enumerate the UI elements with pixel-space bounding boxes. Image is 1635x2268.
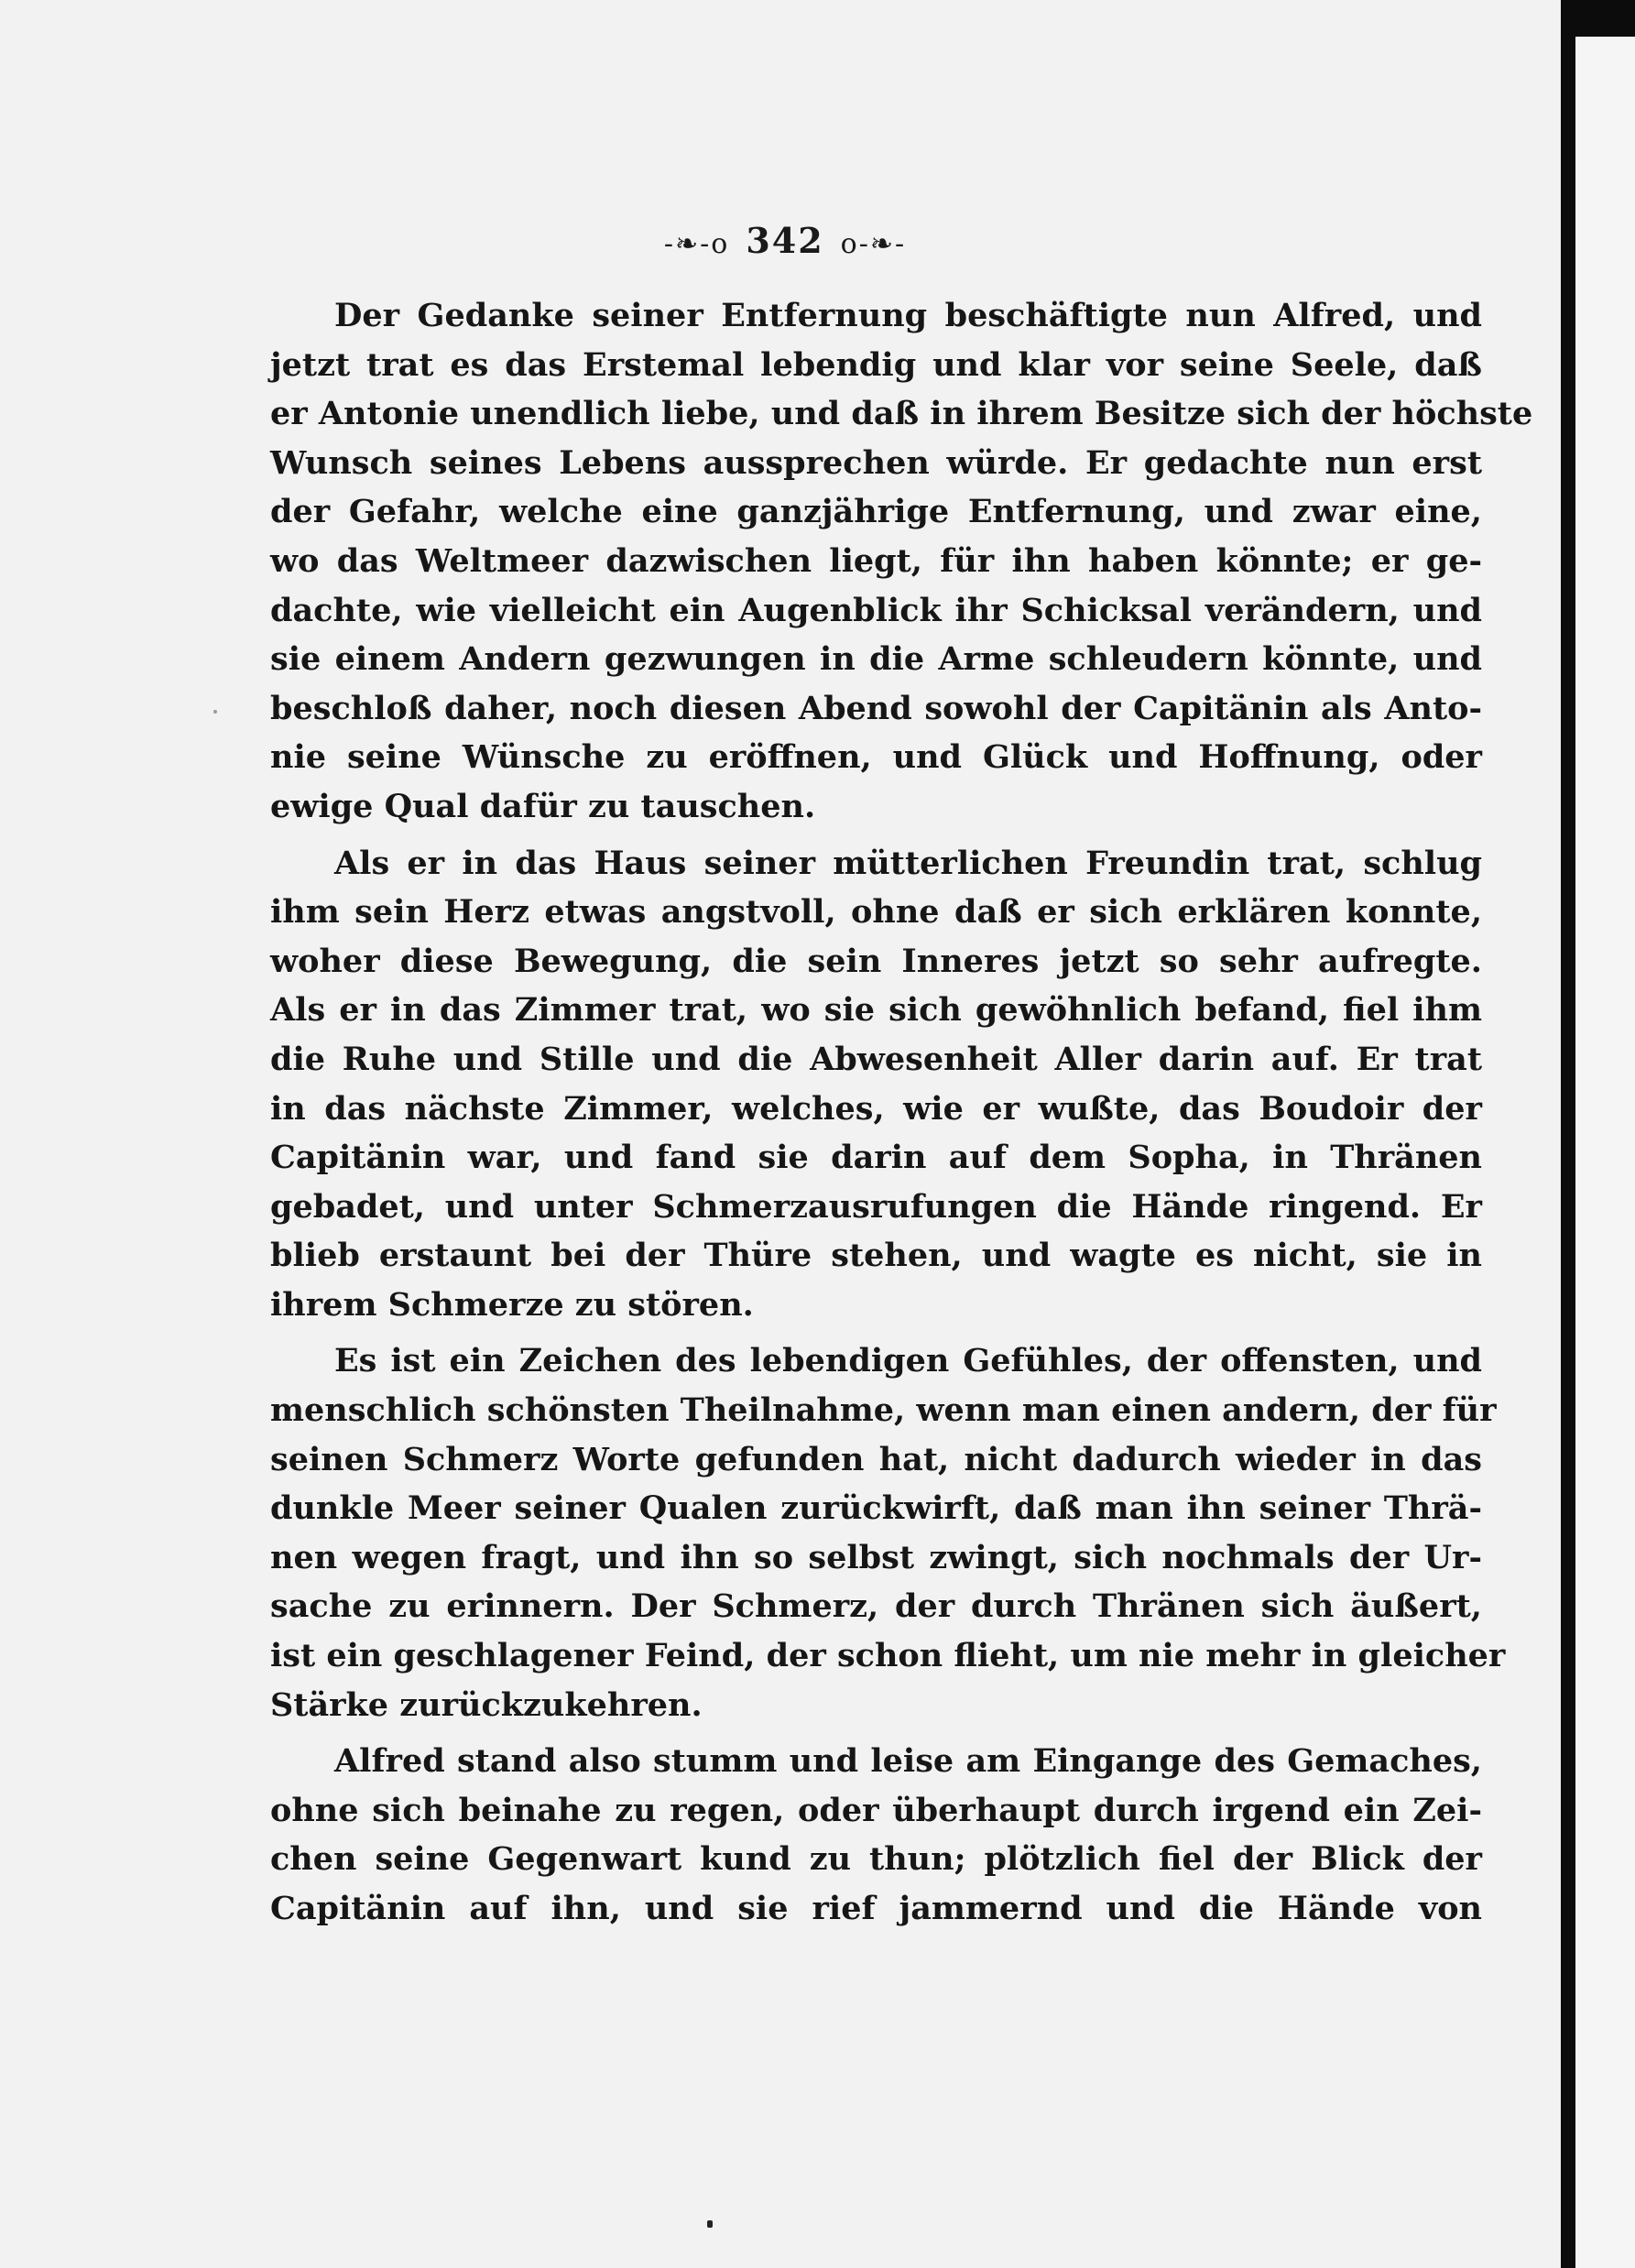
text-line: er Antonie unendlich liebe, und daß in ihrem Besitze sich der höchste: [270, 395, 1533, 433]
page-number: 342: [746, 220, 824, 261]
paper-speck: [213, 710, 217, 714]
text-line: ewige Qual dafür zu tauschen.: [270, 787, 816, 825]
text-line: chen seine Gegenwart kund zu thun; plötzlich fiel der Blick der: [270, 1840, 1482, 1879]
text-line: Der Gedanke seiner Entfernung beschäftigte nun Alfred, und: [334, 297, 1482, 334]
paragraph: [270, 291, 1533, 832]
paragraph: [270, 839, 1482, 1330]
body-text: [270, 291, 1533, 1934]
text-line: gebadet, und unter Schmerzausrufungen die Hände ringend. Er: [270, 1187, 1482, 1226]
page-header: [0, 220, 1570, 261]
text-line: wo das Weltmeer dazwischen liegt, für ihn haben könnte; er ge-: [270, 541, 1482, 580]
text-line: dunkle Meer seiner Qualen zurückwirft, daß man ihn seiner Thrä-: [270, 1489, 1482, 1528]
text-line: woher diese Bewegung, die sein Inneres jetzt so sehr aufregte.: [270, 942, 1482, 980]
text-line: ihrem Schmerze zu stören.: [270, 1285, 754, 1324]
text-line: Stärke zurückzukehren.: [270, 1685, 703, 1724]
adjacent-page-edge: [1575, 37, 1635, 2268]
text-line: Wunsch seines Lebens aussprechen würde. Er gedachte nun erst: [270, 443, 1482, 482]
ink-speck: [707, 2220, 713, 2228]
ornament-right: o-❧-: [840, 228, 907, 260]
text-line: seinen Schmerz Worte gefunden hat, nicht dadurch wieder in das: [270, 1440, 1482, 1478]
text-line: nen wegen fragt, und ihn so selbst zwingt, sich nochmals der Ur-: [270, 1538, 1482, 1576]
text-line: blieb erstaunt bei der Thüre stehen, und wagte es nicht, sie in: [270, 1237, 1482, 1275]
text-line: Alfred stand also stumm und leise am Eingange des Gemaches,: [334, 1742, 1482, 1781]
text-line: beschloß daher, noch diesen Abend sowohl der Capitänin als Anto-: [270, 689, 1482, 727]
text-line: dachte, wie vielleicht ein Augenblick ihr Schicksal verändern, und: [270, 591, 1482, 629]
text-line: Als er in das Haus seiner mütterlichen Freundin trat, schlug: [334, 844, 1482, 882]
paragraph: [270, 1737, 1482, 1933]
text-line: Als er in das Zimmer trat, wo sie sich gewöhnlich befand, fiel ihm: [270, 991, 1482, 1030]
text-line: menschlich schönsten Theilnahme, wenn man einen andern, der für: [270, 1391, 1497, 1430]
text-line: die Ruhe und Stille und die Abwesenheit Aller darin auf. Er trat: [270, 1040, 1482, 1078]
text-line: sie einem Andern gezwungen in die Arme schleudern könnte, und: [270, 640, 1482, 679]
text-line: der Gefahr, welche eine ganzjährige Entfernung, und zwar eine,: [270, 493, 1482, 531]
text-line: Capitänin war, und fand sie darin auf dem Sopha, in Thränen: [270, 1139, 1482, 1177]
text-line: ihm sein Herz etwas angstvoll, ohne daß er sich erklären konnte,: [270, 893, 1482, 932]
text-line: ohne sich beinahe zu regen, oder überhaupt durch irgend ein Zei-: [270, 1791, 1482, 1829]
paragraph: [270, 1336, 1506, 1729]
text-line: nie seine Wünsche zu eröffnen, und Glück und Hoffnung, oder: [270, 738, 1482, 777]
text-line: ist ein geschlagener Feind, der schon flieht, um nie mehr in gleicher: [270, 1637, 1506, 1675]
text-line: jetzt trat es das Erstemal lebendig und klar vor seine Seele, daß: [270, 345, 1482, 384]
text-line: Capitänin auf ihn, und sie rief jammernd und die Hände von: [270, 1890, 1482, 1927]
text-line: sache zu erinnern. Der Schmerz, der durch Thränen sich äußert,: [270, 1587, 1482, 1626]
text-line: in das nächste Zimmer, welches, wie er wußte, das Boudoir der: [270, 1089, 1482, 1128]
text-line: Es ist ein Zeichen des lebendigen Gefühles, der offensten, und: [334, 1342, 1482, 1380]
ornament-left: -❧-o: [663, 228, 730, 260]
